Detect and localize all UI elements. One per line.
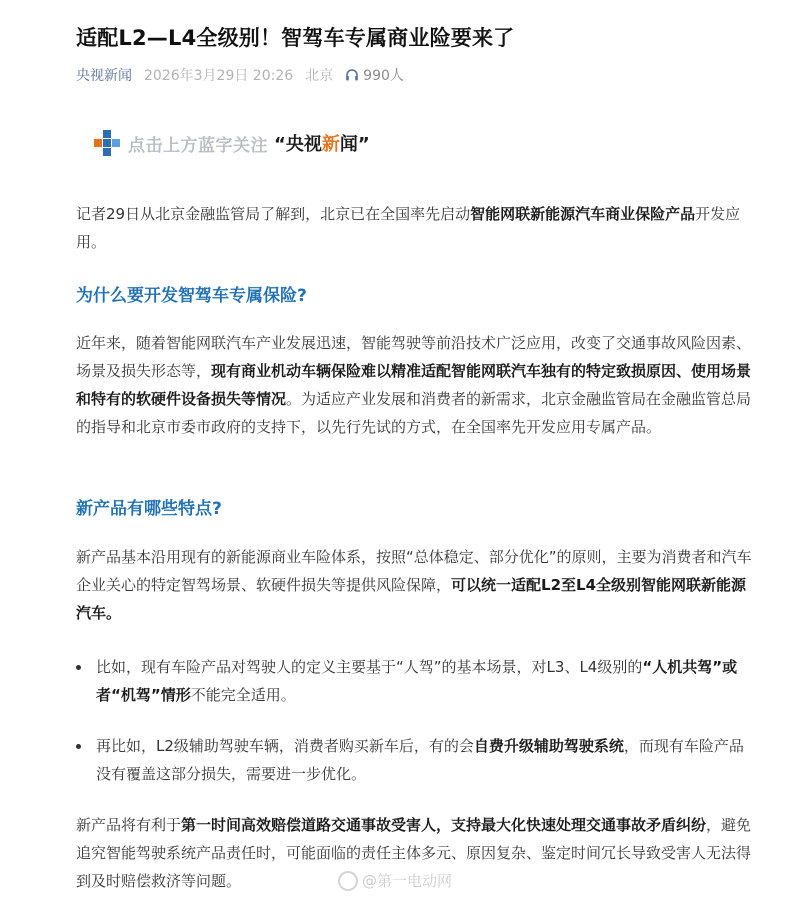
bullet-dot [76,744,81,749]
article-meta [76,65,404,85]
list-item: 再比如，L2级辅助驾驶车辆，消费者购买新车后，有的会自费升级辅助驾驶系统，而现有车险产品没有覆盖这部分损失，需要进一步优化。 [76,732,756,788]
follow-prompt: 点击上方蓝字关注 [128,135,268,156]
publish-date: 2026年3月29日 20:26 [144,68,294,84]
intro-paragraph: 记者29日从北京金融监管局了解到，北京已在全国率先启动智能网联新能源汽车商业保险产品开发应用。 [76,205,741,251]
listener-count: 990人 [363,68,404,84]
watermark [338,870,452,891]
follow-banner[interactable] [94,130,370,156]
section1-paragraph: 近年来，随着智能网联汽车产业发展迅速，智能驾驶等前沿技术广泛应用，改变了交通事故风险因素、场景及损失形态等，现有商业机动车辆保险难以精准适配智能网联汽车独有的特定致损原因、使用场景和特有的软硬件设备损失等情况。为适应产业发展和消费者的新需求，北京金融监管局在金融监管总局的指导和北京市委市政府的支持下，以先行先试的方式，在全国率先开发应用专属产品。 [76,334,752,436]
source-link[interactable]: 央视新闻 [76,68,132,84]
listen-button[interactable] [345,65,404,85]
article-title: 适配L2—L4全级别！智驾车专属商业险要来了 [76,26,515,50]
brand-name: “央视新闻” [274,134,370,155]
bullet-dot [76,665,81,670]
section2-paragraph: 新产品基本沿用现有的新能源商业车险体系，按照“总体稳定、部分优化”的原则，主要为消费者和汽车企业关心的特定智驾场景、软硬件损失等提供风险保障，可以统一适配L2至L4全级别智能网联新能源汽车。 [76,548,752,622]
weibo-watermark-icon [338,871,358,891]
watermark-text: @第一电动网 [362,872,453,890]
location: 北京 [305,68,334,84]
list-item: 比如，现有车险产品对驾驶人的定义主要基于“人驾”的基本场景，对L3、L4级别的“人机共驾”或者“机驾”情形不能完全适用。 [76,653,756,709]
section-heading-features: 新产品有哪些特点? [76,499,222,519]
closing-paragraph: 新产品将有利于第一时间高效赔偿道路交通事故受害人，支持最大化快速处理交通事故矛盾纠纷，避免追究智能驾驶系统产品责任时，可能面临的责任主体多元、原因复杂、鉴定时间冗长导致受害人无法得到及时赔偿救济等问题。 [76,816,752,890]
cctv-news-logo-icon [94,130,120,156]
section-heading-why: 为什么要开发智驾车专属保险? [76,286,307,306]
headphones-icon [345,68,359,82]
